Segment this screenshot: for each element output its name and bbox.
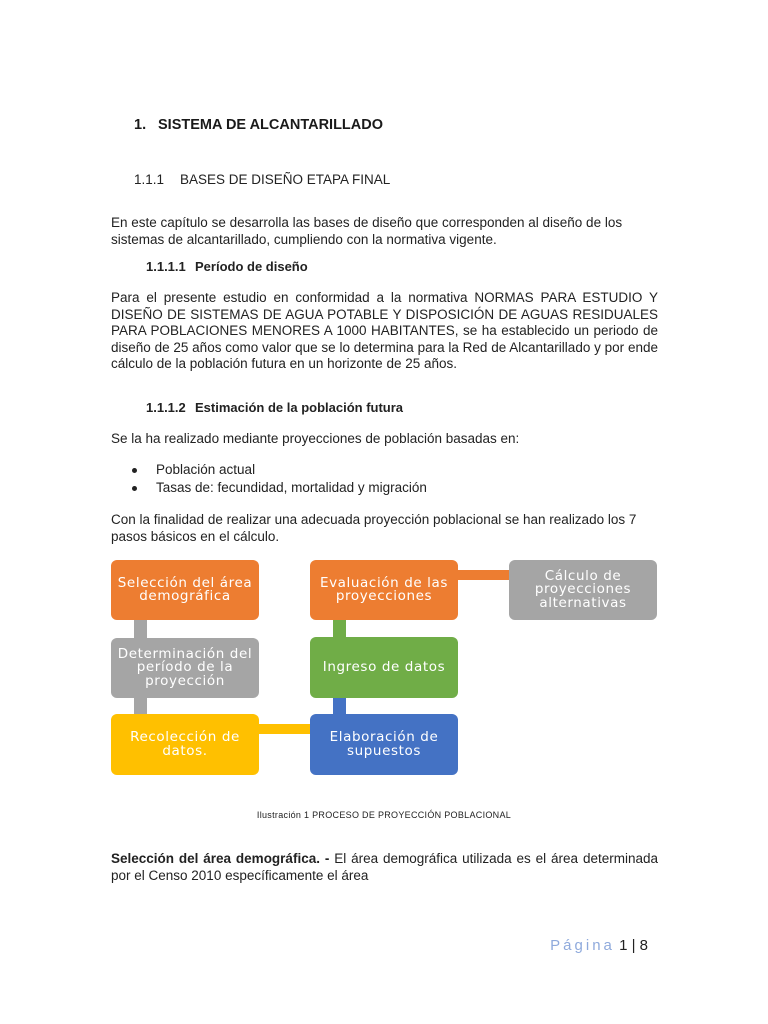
section-heading — [134, 172, 390, 187]
box-recoleccion: Recolección de datos. — [111, 714, 259, 775]
connector-recoleccion-elaboracion — [259, 724, 310, 734]
bullet-icon — [132, 468, 137, 473]
list-item: Tasas de: fecundidad, mortalidad y migración — [111, 479, 427, 497]
pasos-paragraph: Con la finalidad de realizar una adecuada proyección poblacional se han realizado los 7 pasos básicos en el cálculo. — [111, 512, 637, 544]
subsection-number: 1.1.1.2 — [146, 400, 186, 415]
periodo-paragraph: Para el presente estudio en conformidad a la normativa NORMAS PARA ESTUDIO Y DISEÑO DE SISTEMAS DE AGUA POTABLE Y DISPOSICIÓN DE AGUAS RESIDUALES PARA POBLACIONES MENORES A 1000 HABITANTES, se ha establecido un periodo de diseño de 25 años como valor que se lo determina para la Red de Alcantarillado y por ende cálculo de la población futura en un horizonte de 25 años. — [111, 290, 658, 371]
page-separator: | — [631, 937, 636, 954]
chapter-heading — [134, 117, 383, 133]
closing-text: El área demográfica utilizada es el área determinada por el Censo 2010 específicamente el área — [111, 851, 658, 883]
list-item: Población actual — [111, 461, 427, 479]
box-evaluacion: Evaluación de las proyecciones — [310, 560, 458, 620]
intro-paragraph: En este capítulo se desarrolla las bases de diseño que corresponden al diseño de los sistemas de alcantarillado, cumpliendo con la normativa vigente. — [111, 215, 623, 247]
box-ingreso: Ingreso de datos — [310, 637, 458, 698]
subsection-title: Período de diseño — [195, 259, 308, 274]
page-label: Página — [550, 937, 615, 954]
connector-determinacion-recoleccion — [134, 698, 147, 714]
box-seleccion: Selección del área demográfica — [111, 560, 259, 620]
figure-caption: Ilustración 1 PROCESO DE PROYECCIÓN POBLACIONAL — [256, 810, 512, 820]
section-title: BASES DE DISEÑO ETAPA FINAL — [180, 172, 391, 187]
closing-bold-term: Selección del área demográfica. - — [111, 851, 330, 866]
box-determinacion: Determinación del período de la proyección — [111, 638, 259, 698]
bullet-icon — [132, 486, 137, 491]
page-footer — [550, 937, 648, 954]
subsection-heading-estimacion — [146, 400, 403, 415]
box-calculo: Cálculo de proyecciones alternativas — [509, 560, 657, 620]
page-current: 1 — [619, 937, 628, 954]
connector-seleccion-determinacion — [134, 619, 147, 639]
subsection-heading-periodo — [146, 259, 308, 274]
closing-paragraph — [111, 851, 658, 884]
box-elaboracion: Elaboración de supuestos — [310, 714, 458, 775]
bullet-list — [111, 461, 427, 497]
subsection-title: Estimación de la población futura — [195, 400, 404, 415]
chapter-title: SISTEMA DE ALCANTARILLADO — [158, 117, 384, 133]
connector-elaboracion-ingreso — [333, 698, 346, 714]
chapter-number: 1. — [134, 117, 147, 133]
subsection-number: 1.1.1.1 — [146, 259, 186, 274]
section-number: 1.1.1 — [134, 172, 165, 187]
estimacion-intro: Se la ha realizado mediante proyecciones de población basadas en: — [111, 431, 520, 446]
connector-ingreso-evaluacion — [333, 620, 346, 637]
page-total: 8 — [639, 937, 648, 954]
connector-evaluacion-calculo — [458, 570, 509, 580]
